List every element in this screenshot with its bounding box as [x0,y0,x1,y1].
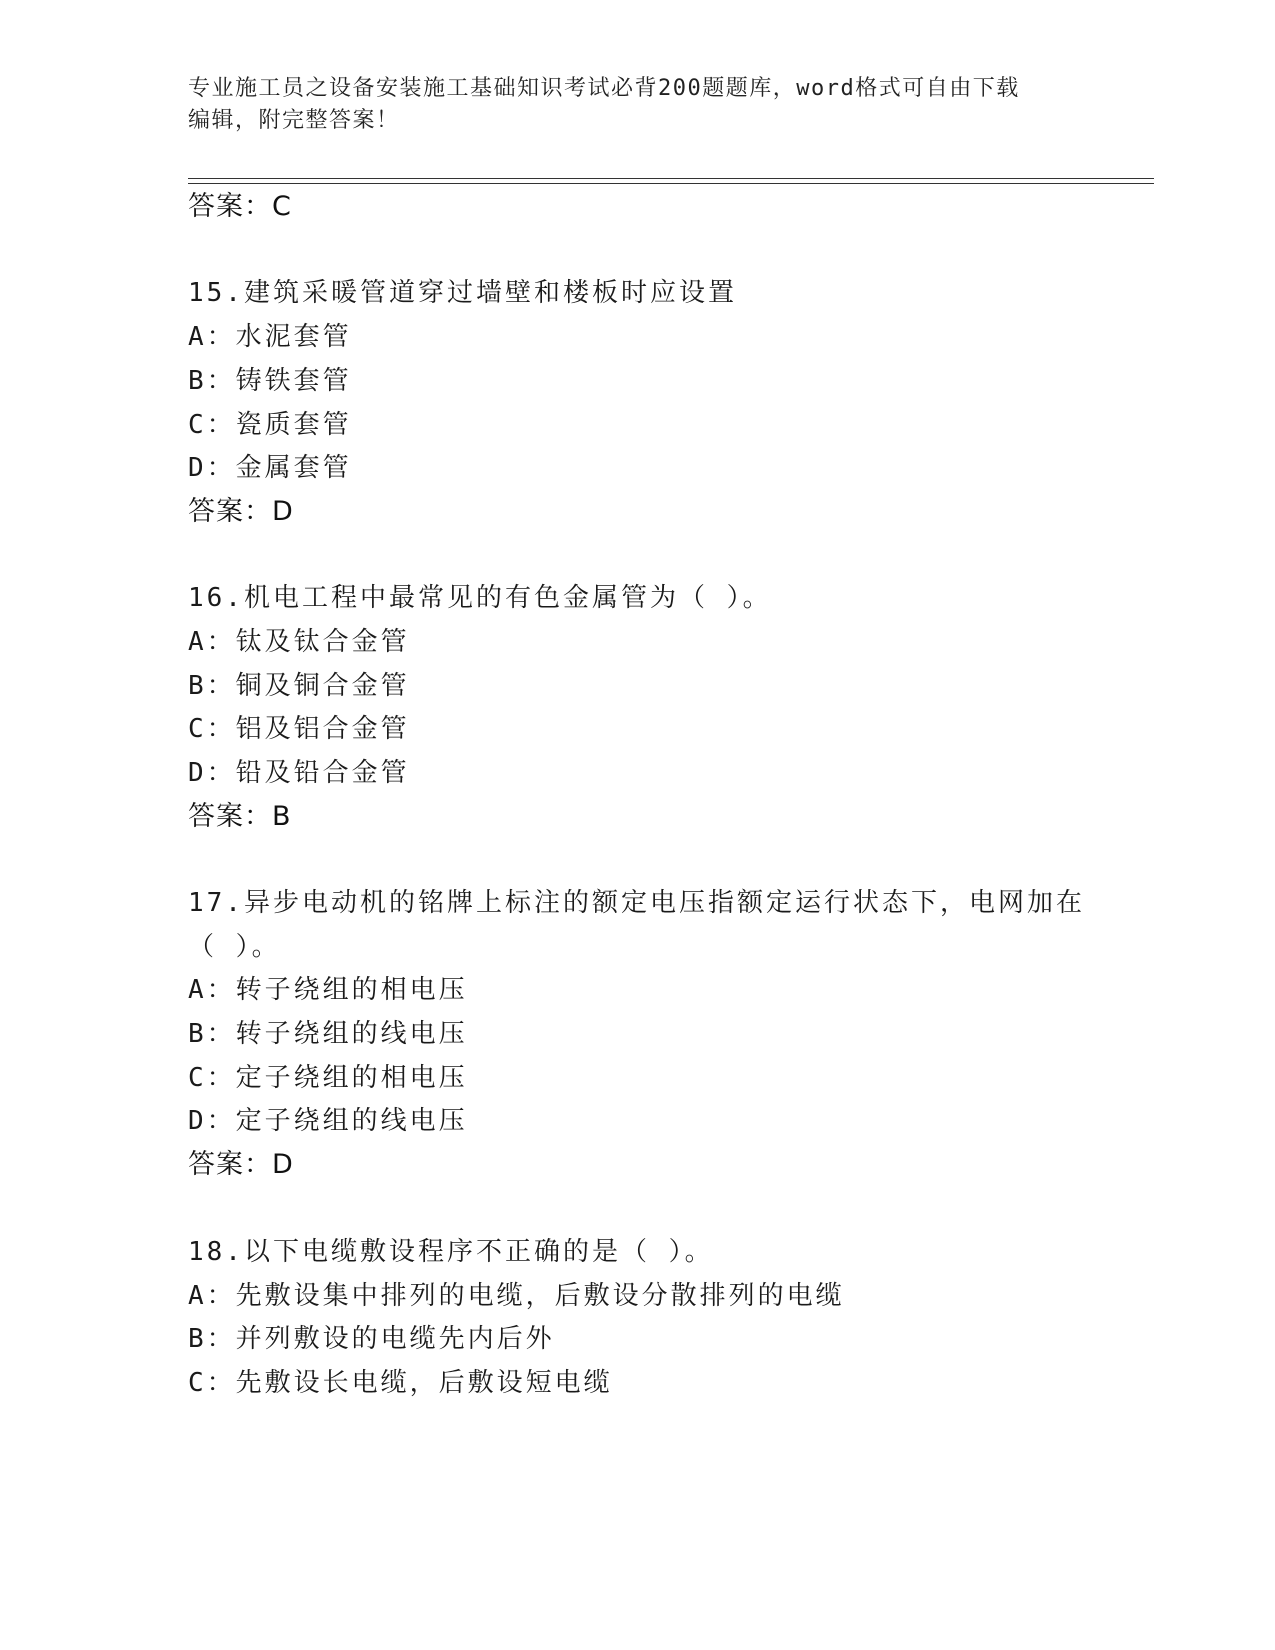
answer-label: 答案：D [188,496,294,527]
document-header [188,73,1088,137]
question-stem-continuation: （ ）。 [188,932,281,962]
question-option: A：先敷设集中排列的电缆，后敷设分散排列的电缆 [188,1281,845,1311]
header-line-1: 专业施工员之设备安装施工基础知识考试必背200题题库，word格式可自由下载 [188,76,1020,101]
question-stem: 15.建筑采暖管道穿过墙壁和楼板时应设置 [188,278,737,308]
question-option: D：铅及铅合金管 [188,758,410,788]
header-line-2: 编辑，附完整答案！ [188,108,400,133]
question-option: D：金属套管 [188,453,352,483]
question-stem: 16.机电工程中最常见的有色金属管为（ ）。 [188,583,772,613]
question-option: A：钛及钛合金管 [188,627,410,657]
answer-label: 答案：C [188,191,292,222]
question-option: D：定子绕组的线电压 [188,1106,468,1136]
header-divider-top [188,178,1154,179]
question-option: A：转子绕组的相电压 [188,975,468,1005]
question-option: C：定子绕组的相电压 [188,1063,468,1093]
question-option: B：并列敷设的电缆先内后外 [188,1324,555,1354]
question-option: C：铝及铝合金管 [188,714,410,744]
question-option: B：铸铁套管 [188,366,352,396]
question-stem: 17.异步电动机的铭牌上标注的额定电压指额定运行状态下，电网加在 [188,888,1085,918]
question-option: B：铜及铜合金管 [188,671,410,701]
question-option: C：瓷质套管 [188,410,352,440]
question-option: A：水泥套管 [188,322,352,352]
question-stem: 18.以下电缆敷设程序不正确的是（ ）。 [188,1237,714,1267]
answer-label: 答案：D [188,1149,294,1180]
header-divider-bottom [188,183,1154,184]
question-option: B：转子绕组的线电压 [188,1019,468,1049]
answer-label: 答案：B [188,801,292,832]
question-option: C：先敷设长电缆，后敷设短电缆 [188,1368,613,1398]
